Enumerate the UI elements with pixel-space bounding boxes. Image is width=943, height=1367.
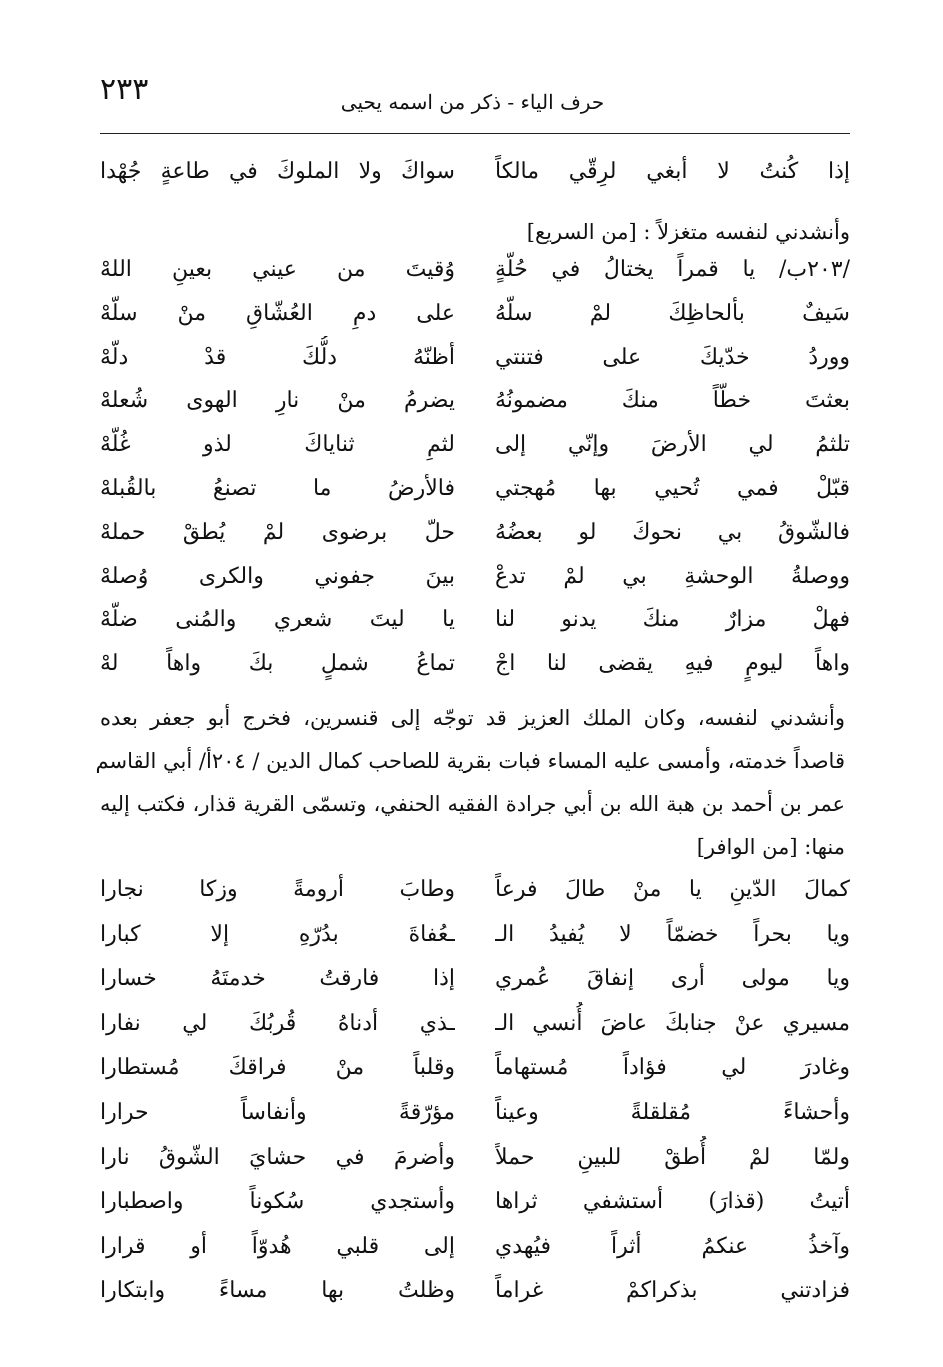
verse-second-hemistich: فالأرضُ ما تصنعُ بالقُبلهْ xyxy=(100,476,455,501)
verse-first-hemistich: فزادتني بذكراكمْ غراماً xyxy=(495,1278,850,1304)
verse-first-hemistich: واهاً ليومٍ فيهِ يقضى لنا اجْ xyxy=(495,651,850,677)
verse-couplet xyxy=(100,642,850,686)
verse-first-hemistich: وآخذُ عنكمُ أثراً فيُهدي xyxy=(495,1233,850,1259)
verse-couplet xyxy=(100,423,850,467)
verse-second-hemistich: مؤرّقةً وأنفاساً حرارا xyxy=(100,1100,455,1125)
prose-line: عمر بن أحمد بن هبة الله بن أبي جرادة الفقيه الحنفي، وتسمّى القرية قذار، فكتب إليه xyxy=(100,792,845,816)
running-head: حرف الياء - ذكر من اسمه يحيى xyxy=(340,90,605,114)
verse-first-hemistich: مسيري عنْ جنابكَ عاضَ أُنسي الـ xyxy=(495,1010,850,1036)
verse-first-hemistich: /٢٠٣ب/ يا قمراً يختالُ في حُلّةٍ xyxy=(495,257,850,282)
verse-second-hemistich: سواكَ ولا الملوكَ في طاعةٍ جُهْدا xyxy=(100,159,455,184)
verse-couplet xyxy=(100,868,850,912)
verse-first-hemistich: فهلْ مزارٌ منكَ يدنو لنا xyxy=(495,607,850,633)
verse-couplet xyxy=(100,1225,850,1269)
verse-couplet xyxy=(100,1269,850,1313)
verse-couplet xyxy=(100,1002,850,1046)
verse-first-hemistich: ووصلةُ الوحشةِ بي لمْ تدعْ xyxy=(495,563,850,589)
verse-couplet xyxy=(100,248,850,292)
verse-second-hemistich: وقلباً منْ فراقكَ مُستطارا xyxy=(100,1055,455,1081)
header-rule xyxy=(100,133,850,134)
verse-couplet xyxy=(100,555,850,599)
verse-first-hemistich: فالشّوقُ بي نحوكَ لو بعضُهُ xyxy=(495,519,850,545)
verse-second-hemistich: على دمِ العُشّاقِ منْ سلّهْ xyxy=(100,300,455,326)
verse-second-hemistich: وُقيتَ من عيني بعينِ اللهْ xyxy=(100,257,455,282)
verse-second-hemistich: وظلتُ بها مساءً وابتكارا xyxy=(100,1278,455,1304)
verse-couplet xyxy=(100,598,850,642)
verse-first-hemistich: قبّلْ فمي تُحيي بها مُهجتي xyxy=(495,476,850,501)
page-number: ٢٣٣ xyxy=(100,72,149,107)
prose-line: وأنشدني لنفسه، وكان الملك العزيز قد توجّه إلى قنسرين، فخرج أبو جعفر بعده xyxy=(100,706,845,730)
verse-second-hemistich: إلى قلبي هُدوّاً أو قرارا xyxy=(100,1233,455,1259)
verse-second-hemistich: يا ليتَ شعري والمُنى ضلّهْ xyxy=(100,607,455,633)
verse-first-hemistich: تلثمُ لي الأرضَ وإنّي إلى xyxy=(495,432,850,458)
verse-couplet xyxy=(100,511,850,555)
verse-couplet xyxy=(100,150,850,194)
verse-second-hemistich: ـذي أدناهُ قُربُكَ لي نفارا xyxy=(100,1010,455,1036)
verse-second-hemistich: وطابَ أرومةً وزكا نجارا xyxy=(100,877,455,902)
verse-first-hemistich: ووردُ خدّيكَ على فتنتي xyxy=(495,344,850,370)
verse-second-hemistich: حلّ برضوى لمْ يُطقْ حملهْ xyxy=(100,519,455,545)
verse-first-hemistich: إذا كُنتُ لا أبغي لرِقّي مالكاً xyxy=(495,159,850,184)
verse-second-hemistich: بينَ جفوني والكرى وُصلهْ xyxy=(100,563,455,589)
verse-second-hemistich: وأضرمَ في حشايَ الشّوقُ نارا xyxy=(100,1144,455,1170)
verse-second-hemistich: إذا فارقتُ خدمتَهُ خسارا xyxy=(100,966,455,992)
verse-first-hemistich: وغادرَ لي فؤاداً مُستهاماً xyxy=(495,1055,850,1081)
verse-first-hemistich: بعثتَ خطّاً منكَ مضمونُهُ xyxy=(495,388,850,414)
verse-couplet xyxy=(100,1091,850,1135)
verse-first-hemistich: وأحشاءً مُقلقلةً وعيناً xyxy=(495,1100,850,1125)
verse-couplet xyxy=(100,336,850,380)
verse-couplet xyxy=(100,913,850,957)
verse-first-hemistich: سَيفٌ بألحاظِكَ لمْ سلّهُ xyxy=(495,300,850,326)
verse-intro: وأنشدني لنفسه متغزلاً : [من السريع] xyxy=(526,220,850,244)
verse-second-hemistich: ـعُفاةَ بدُرّهِ إلا كبارا xyxy=(100,921,455,947)
prose-line: منها: [من الوافر] xyxy=(696,835,845,859)
verse-couplet xyxy=(100,467,850,511)
verse-couplet xyxy=(100,957,850,1001)
verse-couplet xyxy=(100,1136,850,1180)
verse-first-hemistich: أتيتُ (قذارَ) أستشفي ثراها xyxy=(495,1189,850,1215)
verse-second-hemistich: وأستجدي سُكوناً واصطبارا xyxy=(100,1189,455,1215)
verse-couplet xyxy=(100,292,850,336)
verse-first-hemistich: ويا بحراً خضمّاً لا يُفيدُ الـ xyxy=(495,921,850,947)
verse-couplet xyxy=(100,379,850,423)
verse-first-hemistich: كمالَ الدّينِ يا منْ طالَ فرعاً xyxy=(495,877,850,902)
verse-couplet xyxy=(100,1180,850,1224)
verse-second-hemistich: لثمِ ثناياكَ لذو غُلّهْ xyxy=(100,432,455,458)
verse-second-hemistich: أظنّهُ دلُّكَ قدْ دلّهْ xyxy=(100,344,455,370)
verse-second-hemistich: يضرمُ منْ نارِ الهوى شُعلهْ xyxy=(100,388,455,414)
verse-first-hemistich: ويا مولى أرى إنفاقَ عُمري xyxy=(495,966,850,992)
verse-first-hemistich: ولمّا لمْ أُطقْ للبينِ حملاً xyxy=(495,1144,850,1170)
verse-second-hemistich: تماعُ شملٍ بكَ واهاً لهْ xyxy=(100,651,455,677)
verse-couplet xyxy=(100,1046,850,1090)
prose-line: قاصداً خدمته، وأمسى عليه المساء فبات بقرية للصاحب كمال الدين / ٢٠٤أ/ أبي القاسم xyxy=(95,749,845,773)
